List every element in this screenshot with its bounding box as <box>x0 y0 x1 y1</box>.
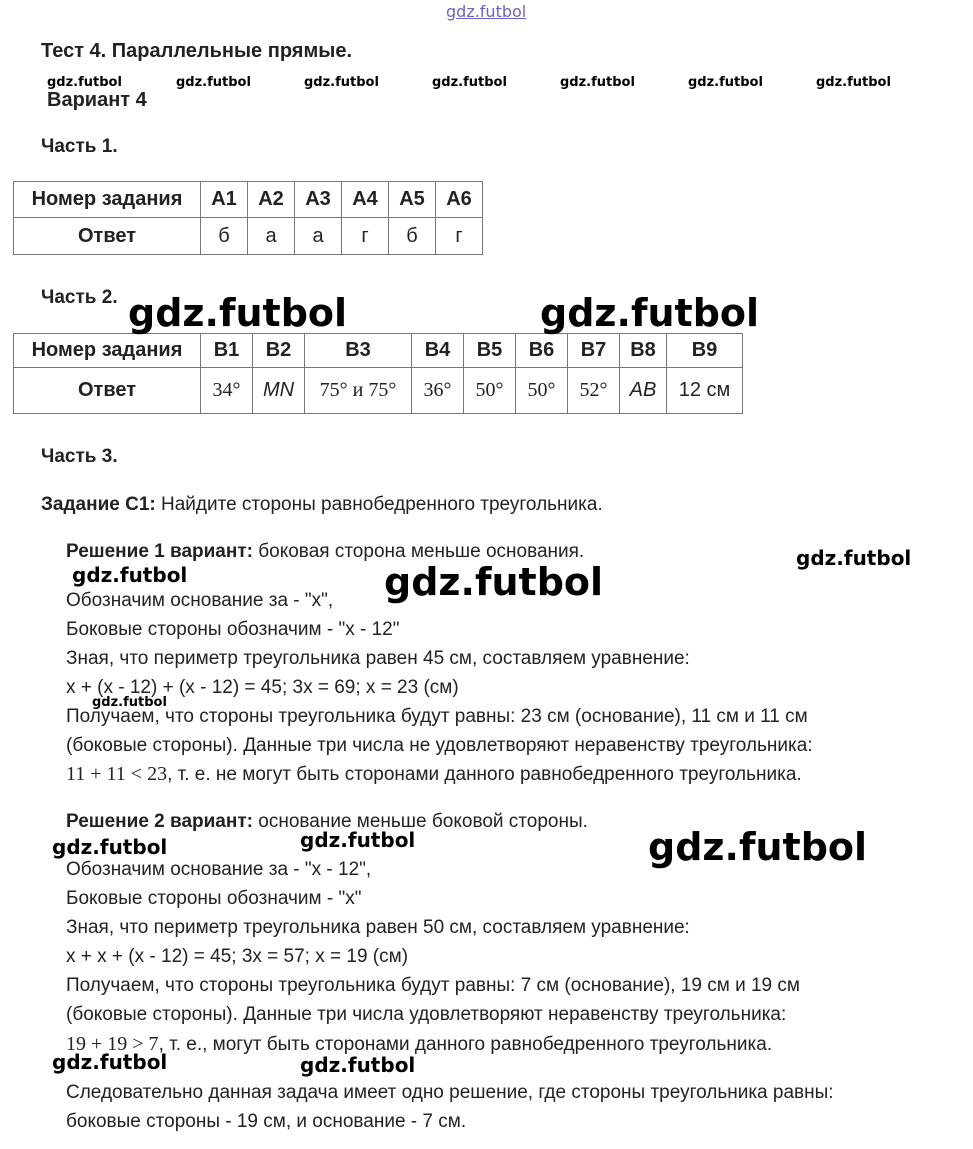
watermark-row: gdz.futbol <box>432 75 507 90</box>
table-answer-row <box>14 368 743 414</box>
task-number-cell: B5 <box>464 334 516 368</box>
task-number-cell: A6 <box>436 182 483 218</box>
solution1-label: Решение 1 вариант: <box>66 541 253 562</box>
watermark-row: gdz.futbol <box>560 75 635 90</box>
watermark-medium: gdz.futbol <box>52 1050 168 1074</box>
final-answer-line: боковые стороны - 19 см, и основание - 7 см. <box>66 1111 467 1132</box>
watermark-row: gdz.futbol <box>688 75 763 90</box>
watermark-medium: gdz.futbol <box>796 546 912 570</box>
watermark-medium: gdz.futbol <box>72 563 188 587</box>
solution2-equation: х + х + (х - 12) = 45; 3х = 57; х = 19 (см) <box>66 946 409 967</box>
solution2-label: Решение 2 вариант: <box>66 811 253 832</box>
solution2-conclusion-text: , т. е., могут быть сторонами данного равнобедренного треугольника. <box>158 1034 773 1055</box>
solution1-line: Обозначим основание за - "х", <box>66 590 334 611</box>
task-number-cell: B3 <box>305 334 412 368</box>
answer-label-cell: Ответ <box>14 218 201 255</box>
solution1-line: Зная, что периметр треугольника равен 45 см, составляем уравнение: <box>66 648 690 669</box>
watermark-large: gdz.futbol <box>540 291 760 335</box>
table-header-row <box>14 182 483 218</box>
solution2-conclusion <box>66 1030 772 1059</box>
answer-cell: б <box>201 218 248 255</box>
solution1-line: Боковые стороны обозначим - "х - 12" <box>66 619 400 640</box>
task-number-cell: B7 <box>568 334 620 368</box>
watermark-row: gdz.futbol <box>816 75 891 90</box>
page-title: Тест 4. Параллельные прямые. <box>41 40 352 62</box>
answer-label-cell: Ответ <box>14 368 201 414</box>
header-label-cell: Номер задания <box>14 182 201 218</box>
answer-cell: а <box>295 218 342 255</box>
answer-cell: г <box>342 218 389 255</box>
solution1-conclusion <box>66 760 802 789</box>
answer-cell: 34° <box>201 368 253 414</box>
watermark-medium: gdz.futbol <box>52 835 168 859</box>
task-number-cell: B6 <box>516 334 568 368</box>
watermark-large: gdz.futbol <box>648 825 868 869</box>
answer-cell: 50° <box>464 368 516 414</box>
task-number-cell: A1 <box>201 182 248 218</box>
task-c1-text: Найдите стороны равнобедренного треугольника. <box>161 494 603 515</box>
watermark-medium: gdz.futbol <box>300 1053 416 1077</box>
task-number-cell: B9 <box>667 334 743 368</box>
answer-cell: 75° и 75° <box>305 368 412 414</box>
answer-cell: 12 см <box>667 368 743 414</box>
solution1-inequality: 11 + 11 < 23 <box>66 763 168 785</box>
solution1-line: Получаем, что стороны треугольника будут равны: 23 см (основание), 11 см и 11 см <box>66 706 808 727</box>
part2-heading: Часть 2. <box>41 287 118 308</box>
solution1-equation: х + (х - 12) + (х - 12) = 45; 3х = 69; х = 23 (см) <box>66 677 459 698</box>
part3-heading: Часть 3. <box>41 446 118 467</box>
header-label-cell: Номер задания <box>14 334 201 368</box>
task-number-cell: B4 <box>412 334 464 368</box>
task-number-cell: A2 <box>248 182 295 218</box>
solution2-line: Зная, что периметр треугольника равен 50 см, составляем уравнение: <box>66 917 690 938</box>
answer-cell: 50° <box>516 368 568 414</box>
answer-cell: MN <box>253 368 305 414</box>
answer-cell: а <box>248 218 295 255</box>
solution2-inequality: 19 + 19 > 7 <box>66 1033 159 1055</box>
task-c1-label: Задание С1: <box>41 494 156 515</box>
answer-cell: AB <box>620 368 667 414</box>
watermark-small: gdz.futbol <box>92 695 167 710</box>
part1-answer-table <box>13 181 483 255</box>
solution2-line: Боковые стороны обозначим - "х" <box>66 888 362 909</box>
task-number-cell: B8 <box>620 334 667 368</box>
task-number-cell: A5 <box>389 182 436 218</box>
solution2-intro: основание меньше боковой стороны. <box>258 811 588 832</box>
watermark-row: gdz.futbol <box>176 75 251 90</box>
solution1-conclusion-text: , т. е. не могут быть сторонами данного равнобедренного треугольника. <box>167 764 802 785</box>
watermark-large: gdz.futbol <box>384 560 604 604</box>
solution1-intro: боковая сторона меньше основания. <box>258 541 585 562</box>
table-answer-row <box>14 218 483 255</box>
solution2-line: (боковые стороны). Данные три числа удовлетворяют неравенству треугольника: <box>66 1004 787 1025</box>
table-header-row <box>14 334 743 368</box>
task-number-cell: A4 <box>342 182 389 218</box>
answer-cell: г <box>436 218 483 255</box>
watermark-medium: gdz.futbol <box>300 828 416 852</box>
solution2-line: Обозначим основание за - "х - 12", <box>66 859 372 880</box>
answer-cell: 52° <box>568 368 620 414</box>
watermark-top[interactable]: gdz.futbol <box>446 2 527 21</box>
task-number-cell: B1 <box>201 334 253 368</box>
part2-answer-table <box>13 333 743 414</box>
task-number-cell: B2 <box>253 334 305 368</box>
variant-heading: Вариант 4 <box>47 89 147 111</box>
part1-heading: Часть 1. <box>41 136 118 157</box>
watermark-row: gdz.futbol <box>304 75 379 90</box>
solution2-line: Получаем, что стороны треугольника будут равны: 7 см (основание), 19 см и 19 см <box>66 975 800 996</box>
solution1-line: (боковые стороны). Данные три числа не удовлетворяют неравенству треугольника: <box>66 735 813 756</box>
final-answer-line: Следовательно данная задача имеет одно решение, где стороны треугольника равны: <box>66 1082 834 1103</box>
task-number-cell: A3 <box>295 182 342 218</box>
answer-cell: б <box>389 218 436 255</box>
watermark-row: gdz.futbol <box>47 75 122 90</box>
task-c1 <box>41 490 603 519</box>
watermark-large: gdz.futbol <box>128 291 348 335</box>
answer-cell: 36° <box>412 368 464 414</box>
